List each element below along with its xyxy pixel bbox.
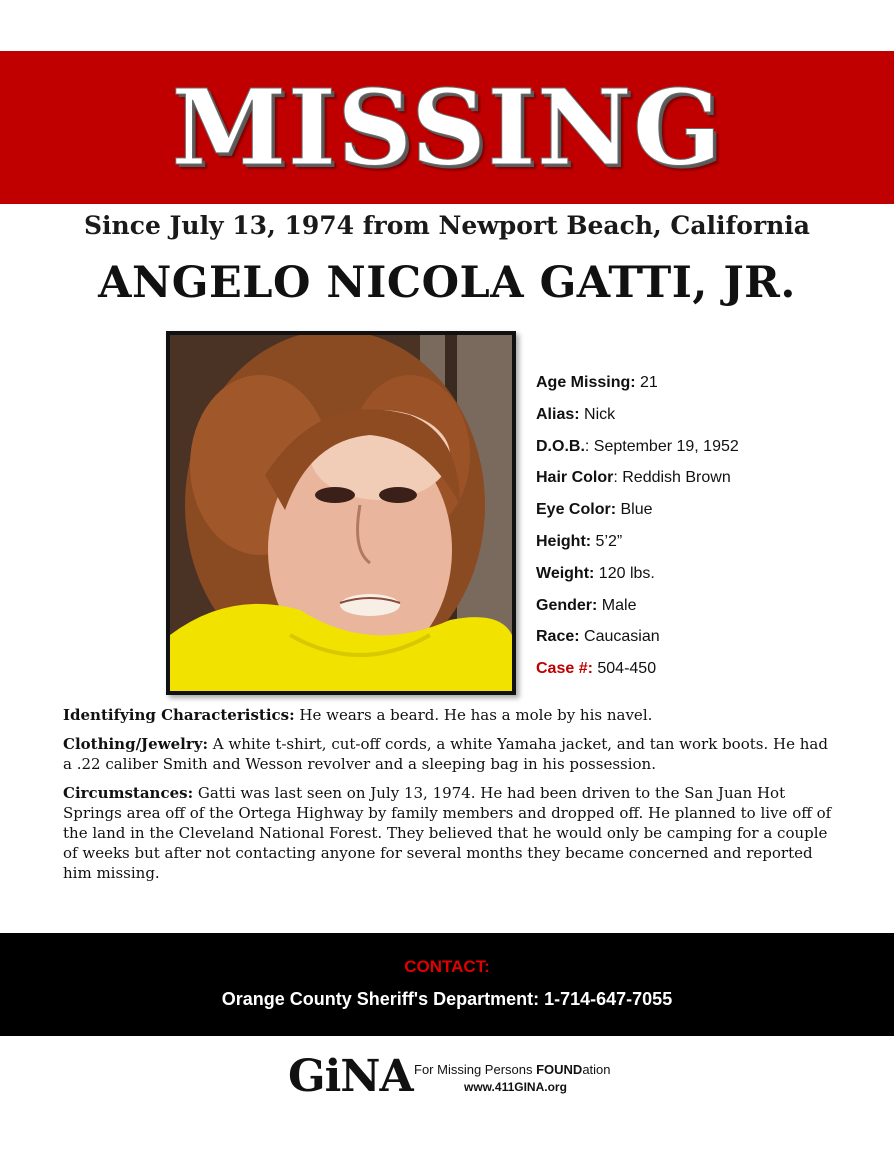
detail-alias (536, 405, 886, 437)
detail-gender (536, 596, 886, 628)
detail-value: 504-450 (592, 660, 657, 678)
tagline-suffix: ation (582, 1062, 611, 1077)
narrative-section (63, 705, 833, 892)
gina-logo (288, 1052, 648, 1102)
detail-label: Race: (536, 628, 580, 646)
missing-since-line: Since July 13, 1974 from Newport Beach, California (84, 211, 810, 240)
person-photo (166, 331, 516, 695)
contact-label: CONTACT: (404, 957, 490, 976)
detail-label: Height: (536, 532, 592, 550)
detail-hair-color (536, 468, 886, 500)
detail-value: Caucasian (579, 628, 660, 646)
detail-label: Weight: (536, 564, 595, 582)
detail-value: Blue (616, 501, 653, 519)
clothing-text: A white t-shirt, cut-off cords, a white Yamaha jacket, and tan work boots. He had a .22 caliber Smith and Wesson revolver and a sleeping bag in his possession. (63, 735, 828, 773)
circumstances-label: Circumstances: (63, 784, 194, 802)
detail-label: Eye Color: (536, 501, 617, 519)
tagline-prefix: For Missing Persons (414, 1062, 537, 1077)
detail-label: Case #: (536, 660, 593, 678)
detail-label: D.O.B. (536, 437, 585, 455)
contact-bar (0, 933, 894, 1036)
detail-height (536, 532, 886, 564)
detail-value: 5’2” (591, 532, 623, 550)
detail-dob (536, 437, 886, 469)
missing-banner (0, 51, 894, 204)
detail-value: 21 (635, 374, 658, 391)
detail-race (536, 627, 886, 659)
detail-label: Age Missing: (536, 374, 636, 391)
tagline-strong: FOUND (536, 1062, 583, 1077)
detail-value: 120 lbs. (594, 564, 655, 582)
identifying-text: He wears a beard. He has a mole by his navel. (294, 706, 653, 724)
detail-value: Male (597, 596, 637, 614)
identifying-label: Identifying Characteristics: (63, 706, 295, 724)
banner-title: MISSING (171, 65, 723, 189)
detail-age-missing (536, 373, 886, 405)
detail-label: Alias: (536, 405, 580, 423)
identifying-characteristics (63, 705, 833, 725)
clothing-jewelry (63, 734, 833, 774)
detail-case-number (536, 659, 886, 691)
circumstances-text: Gatti was last seen on July 13, 1974. He had been driven to the San Juan Hot Springs area off of the Ortega Highway by family members and dropped off. He planned to live off of the land in the Cleveland National Forest. They believed that he would only be camping for a couple of weeks but after not contacting anyone for several months they became concerned and reported him missing. (63, 784, 832, 882)
detail-value: Nick (579, 405, 616, 423)
logo-tagline (414, 1062, 611, 1077)
detail-weight (536, 564, 886, 596)
logo-url: www.411GINA.org (464, 1080, 567, 1094)
circumstances (63, 783, 833, 883)
contact-info: Orange County Sheriff's Department: 1-714-647-7055 (221, 989, 673, 1009)
detail-value: : Reddish Brown (613, 469, 731, 487)
logo-wordmark: GiNA (288, 1051, 413, 1102)
details-list (536, 373, 886, 691)
detail-label: Gender: (536, 596, 598, 614)
person-name: ANGELO NICOLA GATTI, JR. (98, 258, 796, 308)
clothing-label: Clothing/Jewelry: (63, 735, 208, 753)
detail-eye-color (536, 500, 886, 532)
detail-value: : September 19, 1952 (584, 437, 739, 455)
detail-label: Hair Color (536, 469, 614, 487)
